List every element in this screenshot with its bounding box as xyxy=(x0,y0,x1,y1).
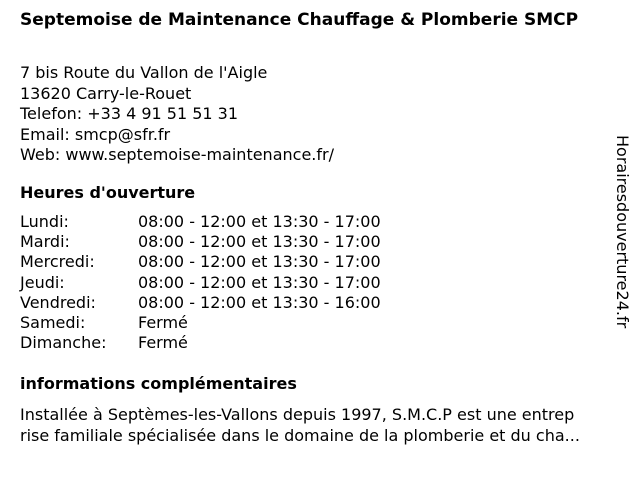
day-label: Samedi: xyxy=(20,313,86,333)
day-label: Mercredi: xyxy=(20,252,95,272)
hours-row-saturday xyxy=(20,313,381,333)
hours-row-wednesday xyxy=(20,252,381,272)
address-street: 7 bis Route du Vallon de l'Aigle xyxy=(20,63,268,82)
day-label: Vendredi: xyxy=(20,292,96,312)
hours-row-tuesday xyxy=(20,232,381,252)
day-hours: 08:00 - 12:00 et 13:30 - 17:00 xyxy=(138,212,381,231)
hours-row-thursday xyxy=(20,273,381,293)
hours-row-friday xyxy=(20,293,381,313)
day-hours: 08:00 - 12:00 et 13:30 - 16:00 xyxy=(138,292,381,312)
day-hours: Fermé xyxy=(138,333,188,353)
address-city: 13620 Carry-le-Rouet xyxy=(20,83,192,103)
day-label: Mardi: xyxy=(20,232,70,252)
description-text xyxy=(20,404,630,446)
watermark: Horairesdouverture24.fr xyxy=(613,135,632,329)
opening-hours-table xyxy=(20,212,381,353)
description-line: Installée à Septèmes-les-Vallons depuis 1997, S.M.C.P est une entrep xyxy=(20,405,575,424)
day-hours: 08:00 - 12:00 et 13:30 - 17:00 xyxy=(138,252,381,272)
hours-row-sunday xyxy=(20,333,381,353)
website: Web: www.septemoise-maintenance.fr/ xyxy=(20,145,334,164)
company-name: Septemoise de Maintenance Chauffage & Plomberie SMCP xyxy=(20,10,579,30)
day-label: Lundi: xyxy=(20,212,69,231)
day-label: Dimanche: xyxy=(20,333,107,353)
day-hours: 08:00 - 12:00 et 13:30 - 17:00 xyxy=(138,272,381,292)
phone-number: Telefon: +33 4 91 51 51 31 xyxy=(20,104,239,123)
hours-heading: Heures d'ouverture xyxy=(20,183,196,202)
contact-block xyxy=(20,63,334,166)
day-hours: Fermé xyxy=(138,313,188,333)
description-line: rise familiale spécialisée dans le domaine de la plomberie et du cha... xyxy=(20,426,580,445)
additional-info-heading: informations complémentaires xyxy=(20,374,297,393)
day-label: Jeudi: xyxy=(20,272,65,292)
email-address: Email: smcp@sfr.fr xyxy=(20,124,171,144)
hours-row-monday xyxy=(20,212,381,232)
day-hours: 08:00 - 12:00 et 13:30 - 17:00 xyxy=(138,232,381,252)
